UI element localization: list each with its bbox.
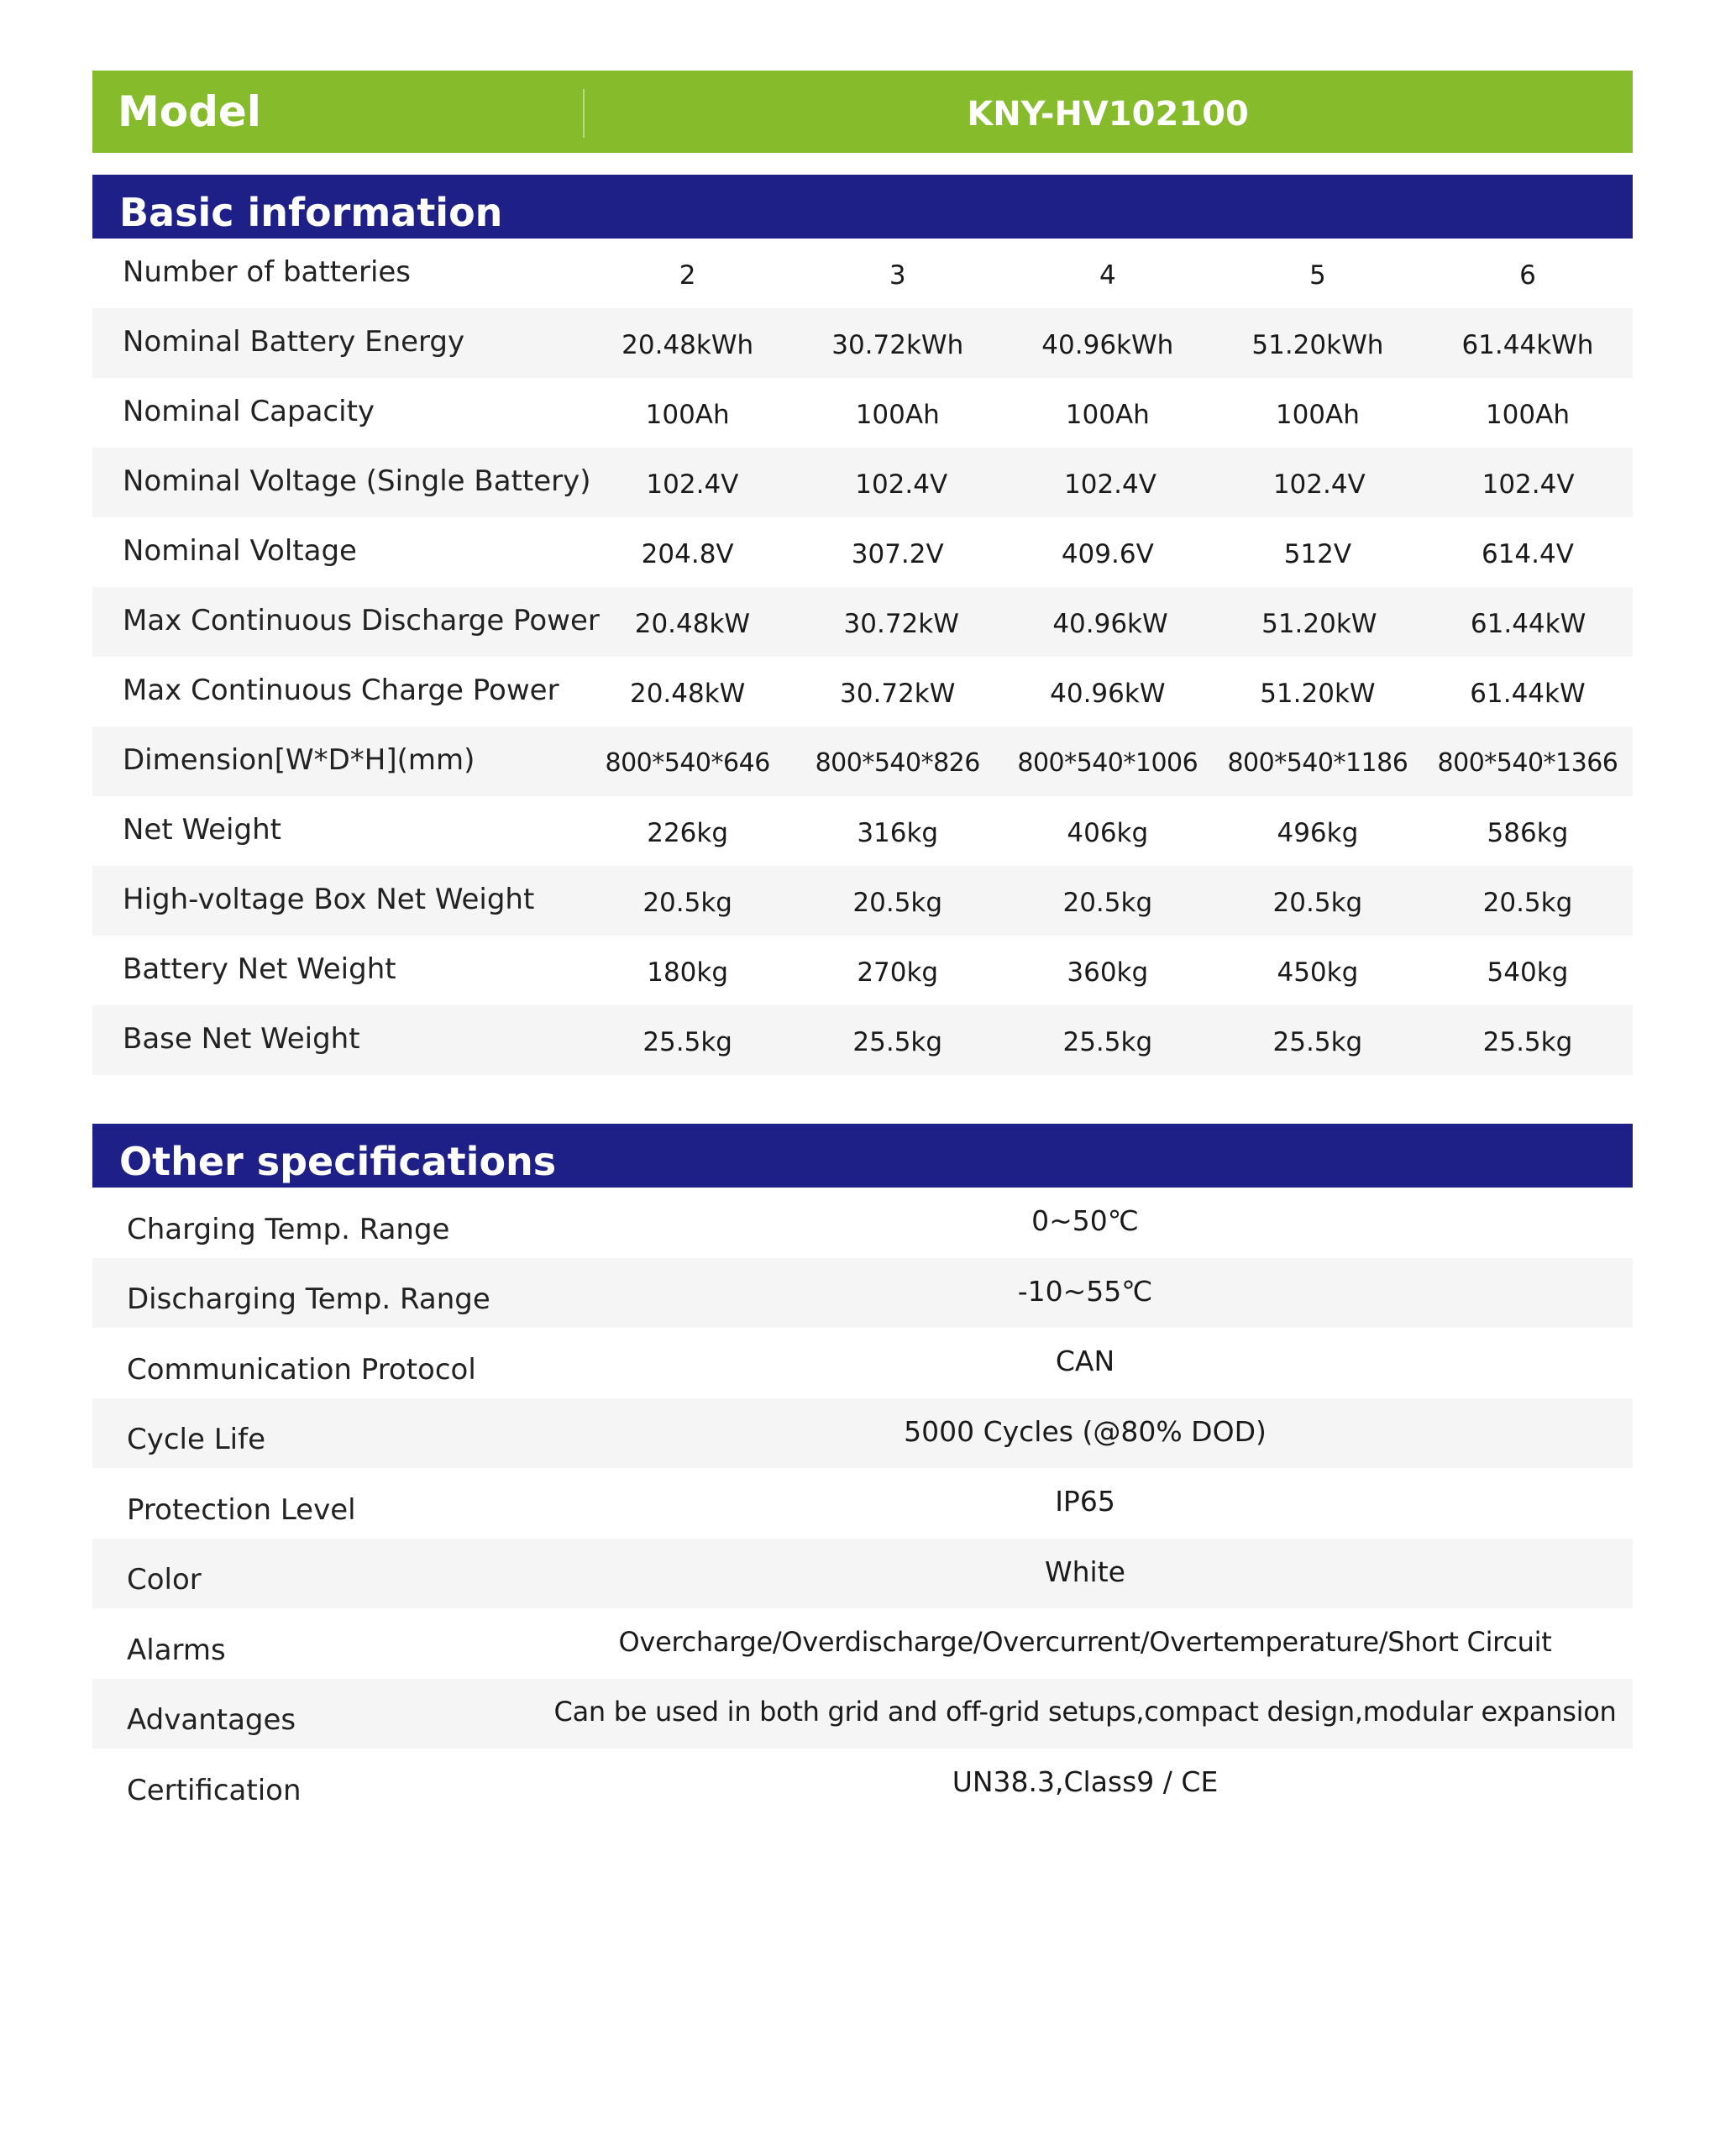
- table-cell: 102.4V: [855, 469, 948, 500]
- table-cell: 25.5kg: [1272, 1026, 1363, 1057]
- table-cell: 512V: [1283, 538, 1352, 569]
- table-cell: 2: [679, 260, 696, 291]
- table-cell: 3: [889, 260, 906, 291]
- table-cell: 100Ah: [645, 399, 730, 430]
- row-label: Certification: [127, 1773, 302, 1807]
- table-cell: 100Ah: [1065, 399, 1150, 430]
- table-cell: 100Ah: [1275, 399, 1360, 430]
- row-label: Number of batteries: [123, 254, 412, 289]
- table-cell: 406kg: [1067, 817, 1149, 848]
- table-cell: 5: [1309, 260, 1326, 291]
- table-cell: 100Ah: [855, 399, 940, 430]
- row-label: Communication Protocol: [127, 1352, 476, 1387]
- table-row: [92, 308, 1633, 378]
- row-label: Alarms: [127, 1633, 226, 1667]
- table-cell: 586kg: [1487, 817, 1569, 848]
- table-row: [92, 1258, 1633, 1329]
- row-label: Cycle Life: [127, 1423, 266, 1457]
- table-row: [92, 866, 1633, 936]
- table-cell: 204.8V: [641, 538, 734, 569]
- table-cell: 40.96kW: [1050, 678, 1166, 709]
- table-cell: 800*540*1366: [1437, 748, 1618, 778]
- basic-information-table: [92, 239, 1633, 1075]
- row-value: Can be used in both grid and off-grid setups,compact design,modular expansion: [553, 1696, 1617, 1728]
- row-label: High-voltage Box Net Weight: [123, 882, 535, 916]
- model-label: Model: [118, 87, 261, 136]
- table-row: [92, 1468, 1633, 1539]
- model-header: [92, 71, 1633, 153]
- row-value: CAN: [1055, 1345, 1115, 1378]
- row-label: Nominal Voltage (Single Battery): [123, 464, 591, 498]
- table-row: [92, 1328, 1633, 1398]
- table-cell: 316kg: [857, 817, 939, 848]
- table-cell: 25.5kg: [1062, 1026, 1153, 1057]
- table-cell: 409.6V: [1061, 538, 1154, 569]
- table-row: [92, 796, 1633, 866]
- table-cell: 51.20kWh: [1251, 329, 1384, 360]
- row-label: Color: [127, 1563, 202, 1597]
- table-cell: 20.5kg: [1272, 887, 1363, 918]
- table-cell: 496kg: [1277, 817, 1359, 848]
- other-specifications-table: [92, 1188, 1633, 1819]
- table-cell: 102.4V: [646, 469, 739, 500]
- table-row: [92, 1608, 1633, 1679]
- table-cell: 20.5kg: [642, 887, 732, 918]
- table-row: [92, 1188, 1633, 1258]
- table-cell: 51.20kW: [1260, 678, 1376, 709]
- table-cell: 20.5kg: [1062, 887, 1153, 918]
- row-value: 5000 Cycles (@80% DOD): [904, 1414, 1267, 1448]
- table-cell: 307.2V: [851, 538, 944, 569]
- table-cell: 360kg: [1067, 957, 1149, 988]
- table-cell: 40.96kWh: [1041, 329, 1174, 360]
- table-cell: 30.72kW: [840, 678, 956, 709]
- table-row: [92, 587, 1633, 657]
- table-cell: 25.5kg: [642, 1026, 732, 1057]
- table-cell: 800*540*826: [815, 748, 980, 778]
- model-value: KNY-HV102100: [967, 95, 1249, 134]
- table-cell: 800*540*1006: [1017, 748, 1198, 778]
- row-label: Protection Level: [127, 1492, 356, 1527]
- table-row: [92, 378, 1633, 448]
- table-cell: 450kg: [1277, 957, 1359, 988]
- table-cell: 102.4V: [1482, 469, 1575, 500]
- row-label: Battery Net Weight: [123, 952, 396, 986]
- model-divider: [583, 89, 585, 138]
- table-row: [92, 239, 1633, 308]
- row-label: Charging Temp. Range: [127, 1212, 450, 1246]
- table-cell: 20.5kg: [852, 887, 943, 918]
- spec-sheet: [92, 71, 1633, 1819]
- row-label: Max Continuous Charge Power: [123, 673, 559, 707]
- table-cell: 4: [1099, 260, 1116, 291]
- table-cell: 30.72kW: [843, 608, 959, 639]
- section-title-basic-information: Basic information: [92, 175, 1633, 239]
- row-label: Nominal Capacity: [123, 394, 375, 428]
- table-cell: 6: [1519, 260, 1536, 291]
- row-label: Nominal Battery Energy: [123, 324, 465, 359]
- table-row: [92, 1749, 1633, 1819]
- row-value: UN38.3,Class9 / CE: [952, 1765, 1219, 1799]
- table-cell: 102.4V: [1064, 469, 1156, 500]
- row-value: -10~55℃: [1017, 1274, 1153, 1308]
- table-cell: 61.44kW: [1470, 678, 1586, 709]
- table-row: [92, 936, 1633, 1005]
- row-label: Discharging Temp. Range: [127, 1282, 490, 1317]
- row-value: IP65: [1055, 1485, 1115, 1518]
- table-cell: 100Ah: [1485, 399, 1570, 430]
- row-label: Base Net Weight: [123, 1021, 360, 1056]
- table-row: [92, 726, 1633, 796]
- table-row: [92, 1005, 1633, 1075]
- row-value: White: [1045, 1555, 1125, 1588]
- table-row: [92, 517, 1633, 587]
- table-cell: 25.5kg: [1482, 1026, 1573, 1057]
- row-label: Net Weight: [123, 812, 281, 847]
- row-label: Dimension[W*D*H](mm): [123, 742, 475, 777]
- table-cell: 61.44kW: [1470, 608, 1587, 639]
- table-cell: 20.48kWh: [621, 329, 754, 360]
- section-title-other-specifications: Other specifications: [92, 1124, 1633, 1188]
- row-value: 0~50℃: [1031, 1204, 1139, 1238]
- table-row: [92, 657, 1633, 726]
- table-cell: 20.48kW: [634, 608, 751, 639]
- table-cell: 61.44kWh: [1461, 329, 1594, 360]
- table-row: [92, 1539, 1633, 1609]
- table-cell: 270kg: [857, 957, 939, 988]
- row-label: Nominal Voltage: [123, 533, 357, 568]
- table-cell: 102.4V: [1272, 469, 1366, 500]
- table-row: [92, 448, 1633, 517]
- table-cell: 614.4V: [1481, 538, 1574, 569]
- table-cell: 800*540*1186: [1227, 748, 1408, 778]
- table-row: [92, 1398, 1633, 1469]
- table-cell: 25.5kg: [852, 1026, 943, 1057]
- table-cell: 540kg: [1487, 957, 1569, 988]
- row-label: Max Continuous Discharge Power: [123, 603, 600, 637]
- table-cell: 40.96kW: [1052, 608, 1168, 639]
- row-label: Advantages: [127, 1703, 296, 1738]
- table-row: [92, 1679, 1633, 1749]
- row-value: Overcharge/Overdischarge/Overcurrent/Overtemperature/Short Circuit: [618, 1625, 1552, 1658]
- table-cell: 180kg: [647, 957, 729, 988]
- table-cell: 20.5kg: [1482, 887, 1573, 918]
- table-cell: 30.72kWh: [831, 329, 964, 360]
- table-cell: 800*540*646: [605, 748, 770, 778]
- table-cell: 226kg: [647, 817, 729, 848]
- table-cell: 51.20kW: [1261, 608, 1377, 639]
- table-cell: 20.48kW: [629, 678, 746, 709]
